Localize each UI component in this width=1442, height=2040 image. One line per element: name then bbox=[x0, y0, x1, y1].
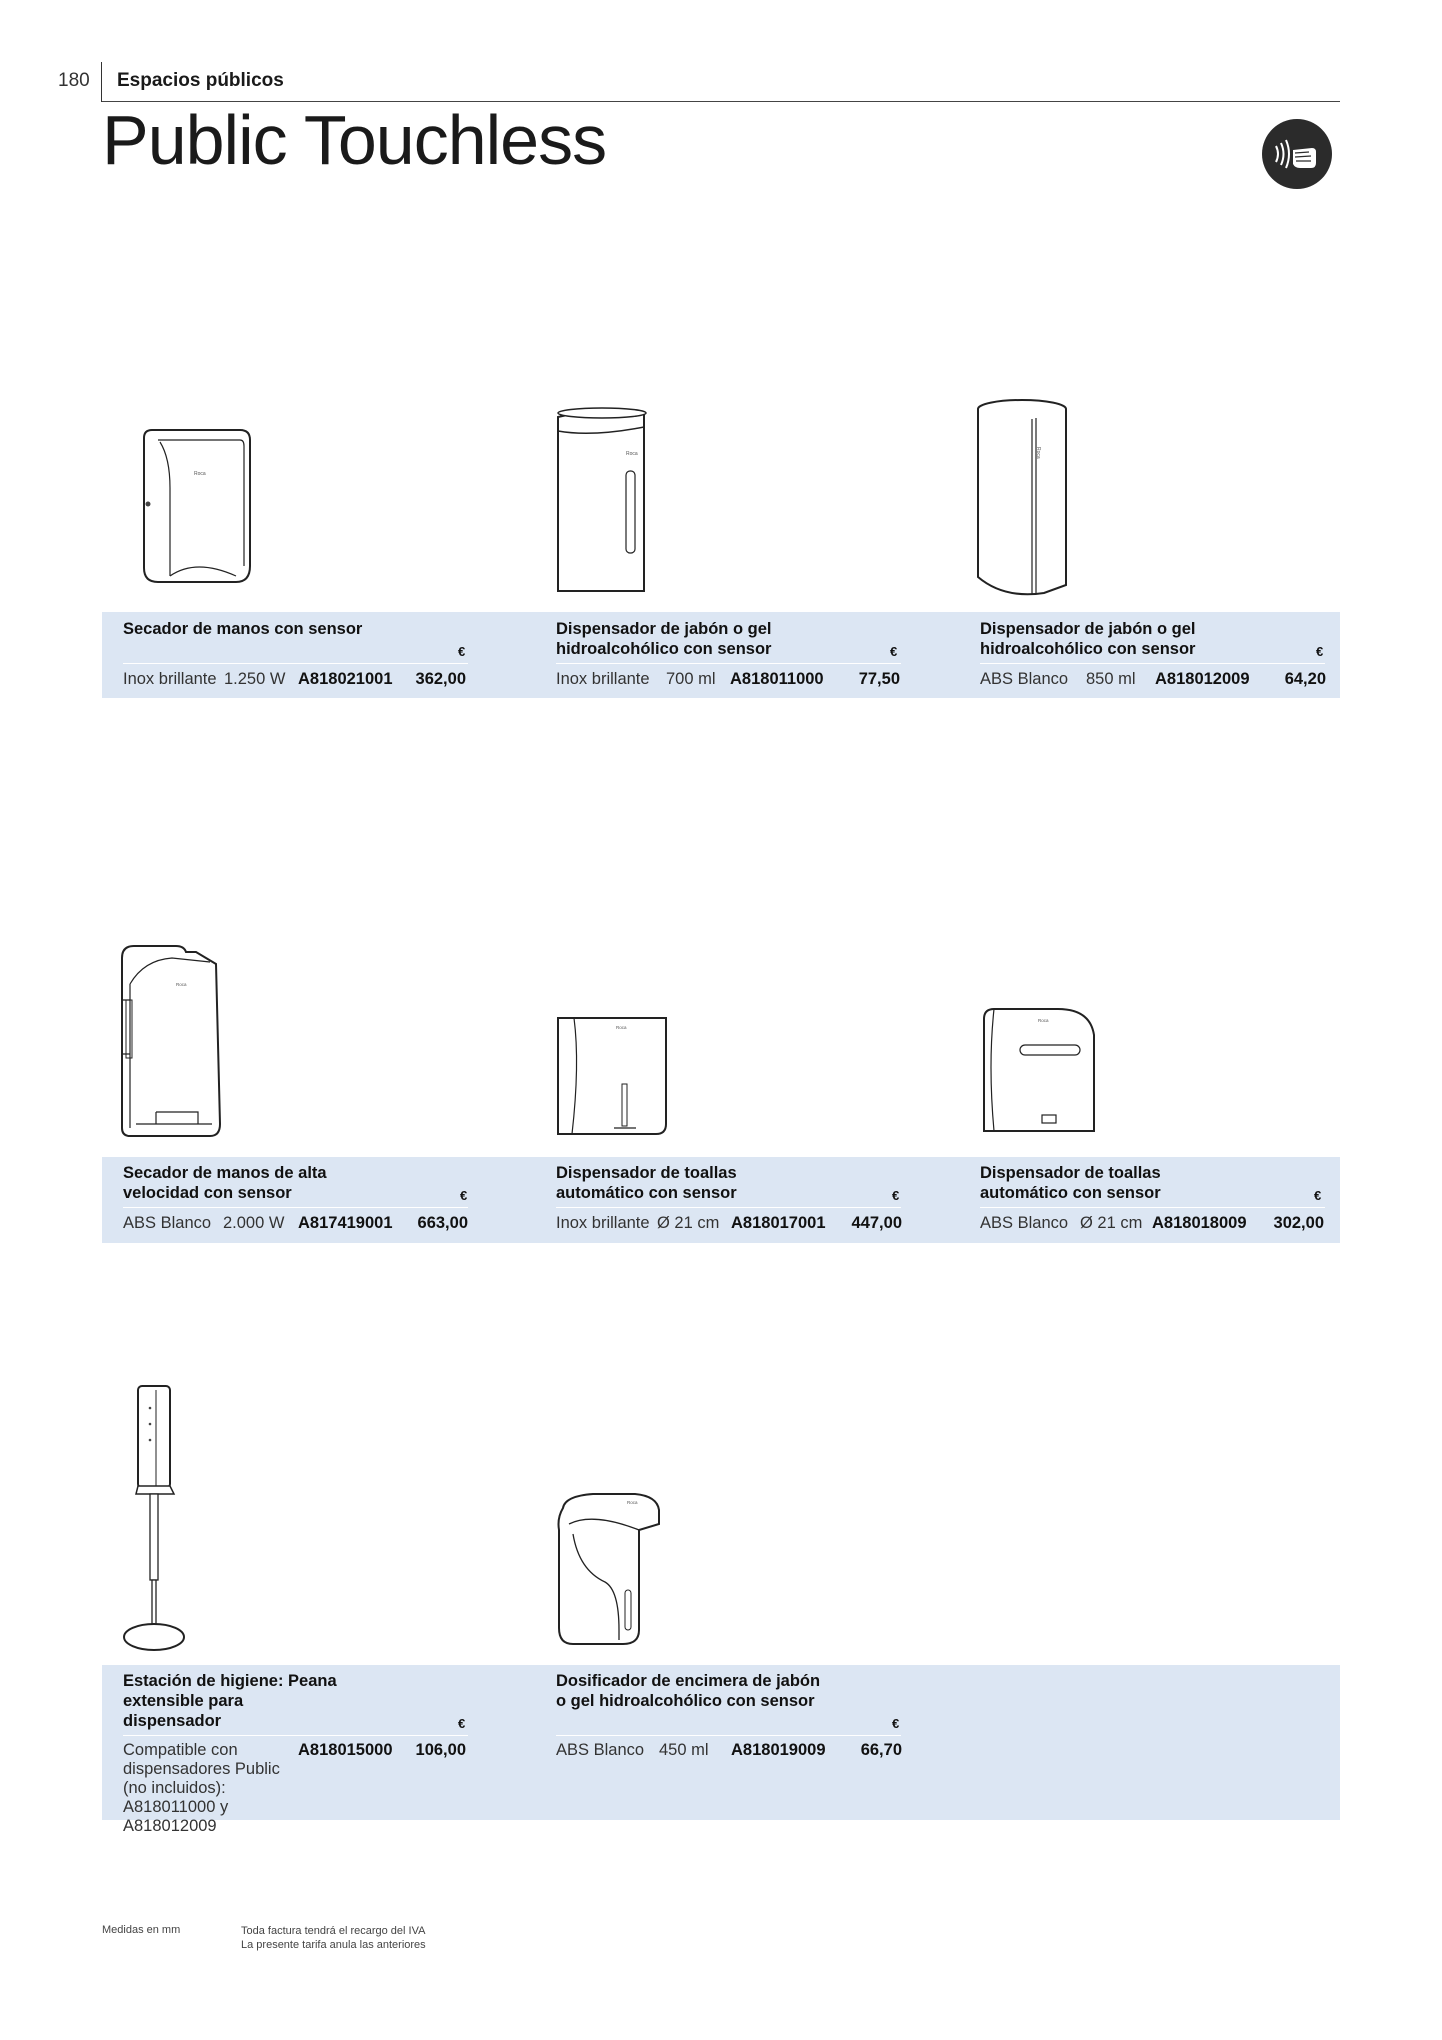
product-finish: Inox brillante bbox=[556, 1214, 650, 1232]
product-name: Dispensador de jabón o gel hidroalcohólico con sensor bbox=[556, 620, 772, 658]
product-price: 362,00 bbox=[415, 670, 466, 688]
countertop-dispenser-icon bbox=[553, 1490, 665, 1646]
hand-dryer-icon bbox=[136, 428, 256, 588]
product-finish: Inox brillante bbox=[123, 670, 217, 688]
product-spec: 450 ml bbox=[659, 1741, 709, 1759]
svg-text:Roca: Roca bbox=[626, 451, 638, 457]
product-finish: ABS Blanco bbox=[980, 670, 1069, 688]
product-spec: 2.000 W bbox=[223, 1214, 285, 1232]
page-number: 180 bbox=[58, 70, 90, 91]
tariff-note: La presente tarifa anula las anteriores bbox=[241, 1939, 426, 1951]
product-code: A818018009 bbox=[1152, 1214, 1247, 1232]
footer-notes bbox=[241, 1924, 426, 1952]
product-spec: 700 ml bbox=[666, 670, 716, 688]
product-name: Dosificador de encimera de jabón o gel hidroalcohólico con sensor bbox=[556, 1672, 821, 1710]
product-code: A818021001 bbox=[298, 670, 393, 688]
product-spec: Ø 21 cm bbox=[1080, 1214, 1143, 1232]
divider bbox=[980, 1207, 1325, 1208]
svg-text:Roca: Roca bbox=[616, 1025, 627, 1030]
vat-note: Toda factura tendrá el recargo del IVA bbox=[241, 1925, 426, 1937]
svg-text:Roca: Roca bbox=[627, 1500, 638, 1505]
product-code: A818019009 bbox=[731, 1741, 826, 1759]
soap-dispenser-icon bbox=[552, 405, 652, 597]
touchless-hand-icon bbox=[1262, 119, 1332, 189]
divider bbox=[123, 663, 468, 664]
product-code: A818012009 bbox=[1155, 670, 1250, 688]
product-price: 66,70 bbox=[860, 1741, 902, 1759]
currency-label: € bbox=[458, 1716, 466, 1731]
product-finish: ABS Blanco bbox=[980, 1214, 1069, 1232]
product-price: 663,00 bbox=[417, 1214, 468, 1232]
currency-label: € bbox=[892, 1716, 900, 1731]
divider bbox=[556, 1735, 901, 1736]
soap-dispenser-round-icon bbox=[974, 397, 1074, 599]
product-code: A817419001 bbox=[298, 1214, 393, 1232]
product-name: Dispensador de jabón o gel hidroalcohólico con sensor bbox=[980, 620, 1196, 658]
product-compatibility: Compatible con dispensadores Public (no incluidos): A818011000 y A818012009 bbox=[123, 1741, 280, 1835]
product-price: 106,00 bbox=[415, 1741, 466, 1759]
product-price: 447,00 bbox=[851, 1214, 902, 1232]
product-price: 77,50 bbox=[858, 670, 900, 688]
product-code: A818015000 bbox=[298, 1741, 393, 1759]
currency-label: € bbox=[460, 1188, 468, 1203]
section-title: Espacios públicos bbox=[117, 70, 284, 91]
divider bbox=[123, 1207, 468, 1208]
product-code: A818017001 bbox=[731, 1214, 826, 1232]
product-name: Secador de manos con sensor bbox=[123, 620, 363, 638]
product-price: 64,20 bbox=[1284, 670, 1326, 688]
product-price: 302,00 bbox=[1273, 1214, 1324, 1232]
header-divider bbox=[101, 62, 102, 102]
product-finish: ABS Blanco bbox=[123, 1214, 212, 1232]
divider bbox=[556, 663, 901, 664]
divider bbox=[556, 1207, 901, 1208]
product-spec: Ø 21 cm bbox=[657, 1214, 720, 1232]
product-spec: 850 ml bbox=[1086, 670, 1136, 688]
product-name: Dispensador de toallas automático con sensor bbox=[980, 1164, 1161, 1202]
towel-dispenser-icon bbox=[554, 1014, 670, 1138]
hygiene-stand-icon bbox=[118, 1384, 198, 1654]
product-finish: Inox brillante bbox=[556, 670, 650, 688]
currency-label: € bbox=[1314, 1188, 1322, 1203]
currency-label: € bbox=[458, 644, 466, 659]
towel-dispenser-rounded-icon bbox=[978, 1005, 1098, 1139]
product-name: Estación de higiene: Peana extensible para dispensador bbox=[123, 1672, 337, 1730]
product-spec: 1.250 W bbox=[224, 670, 286, 688]
currency-label: € bbox=[892, 1188, 900, 1203]
divider bbox=[980, 663, 1325, 664]
product-name: Dispensador de toallas automático con sensor bbox=[556, 1164, 737, 1202]
page-title: Public Touchless bbox=[102, 101, 607, 179]
currency-label: € bbox=[1316, 644, 1324, 659]
svg-text:Roca: Roca bbox=[1038, 1018, 1049, 1023]
units-note: Medidas en mm bbox=[102, 1924, 181, 1936]
svg-text:Roca: Roca bbox=[194, 471, 206, 477]
product-finish: ABS Blanco bbox=[556, 1741, 645, 1759]
high-speed-dryer-icon bbox=[116, 944, 226, 1144]
product-name: Secador de manos de alta velocidad con sensor bbox=[123, 1164, 327, 1202]
divider bbox=[123, 1735, 468, 1736]
currency-label: € bbox=[890, 644, 898, 659]
product-code: A818011000 bbox=[730, 670, 824, 688]
svg-text:Roca: Roca bbox=[1035, 447, 1041, 459]
svg-text:Roca: Roca bbox=[176, 982, 187, 987]
